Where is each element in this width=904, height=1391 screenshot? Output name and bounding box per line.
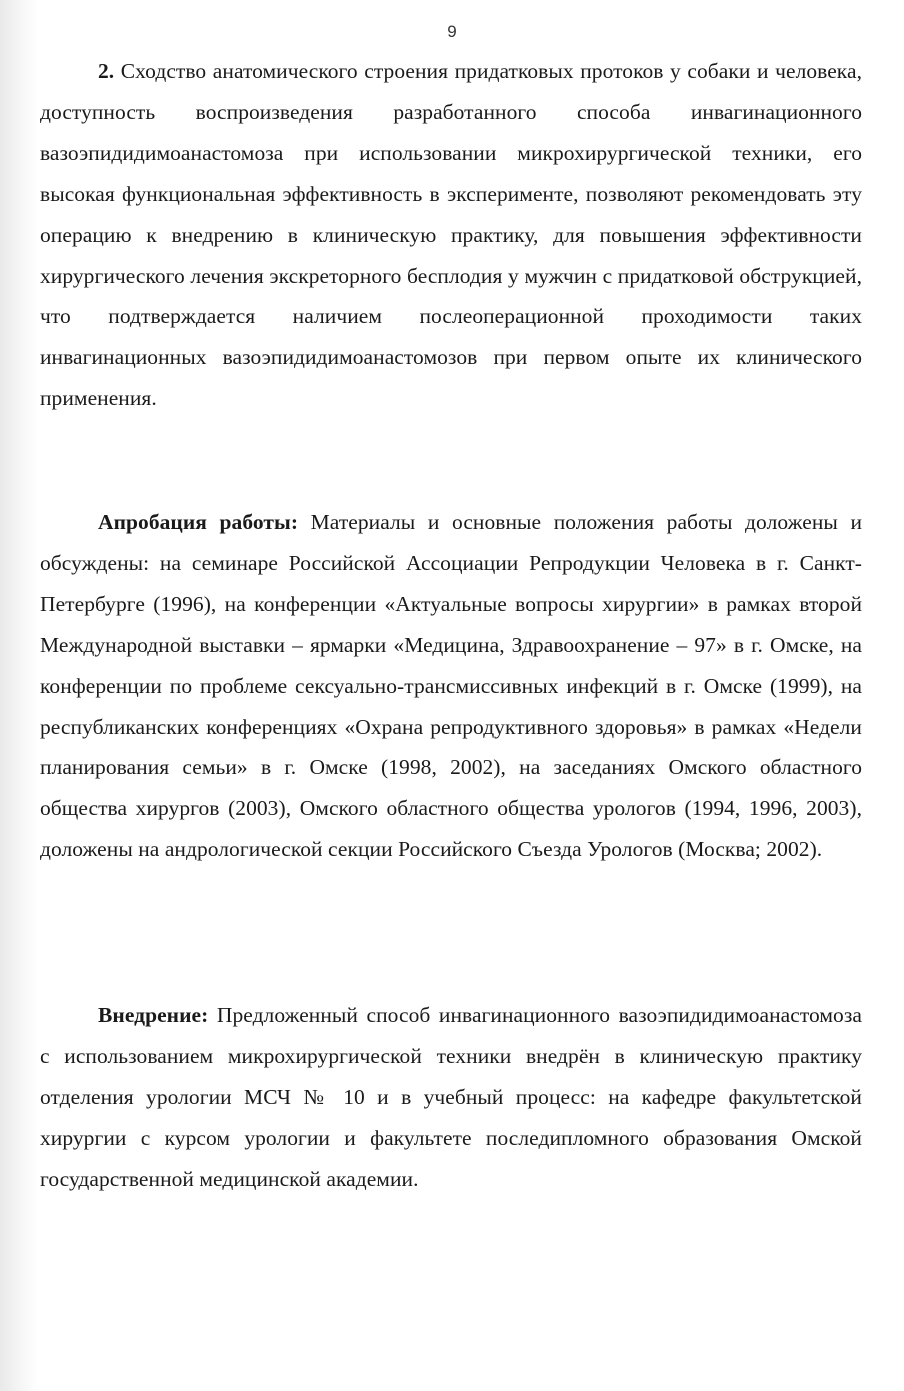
approbation-paragraph: [40, 502, 862, 870]
scan-shadow-edge: [0, 0, 38, 1391]
implementation-heading: Внедрение:: [98, 1003, 209, 1027]
implementation-paragraph: [40, 995, 862, 1200]
conclusion-number: 2.: [98, 59, 115, 83]
approbation-heading: Апробация работы:: [98, 510, 299, 534]
implementation-text: Предложенный способ инвагинационного вазоэпидидимоанастомоза с использованием микрохирургической техники внедрён в клиническую практику отделения урологии МСЧ № 10 и в учебный процесс: на кафедре факультетской хирургии с курсом урологии и факультете последипломного образования Омской государственной медицинской академии.: [40, 1003, 862, 1191]
page-number: 9: [447, 22, 457, 41]
conclusion-text: Сходство анатомического строения придатковых протоков у собаки и человека, доступность воспроизведения разработанного способа инвагинационного вазоэпидидимоанастомоза при использовании микрохирургической техники, его высокая функциональная эффективность в эксперименте, позволяют рекомендовать эту операцию к внедрению в клиническую практику, для повышения эффективности хирургического лечения экскреторного бесплодия у мужчин с придатковой обструкцией, что подтверждается наличием послеоперационной проходимости таких инвагинационных вазоэпидидимоанастомозов при первом опыте их клинического применения.: [40, 59, 862, 411]
conclusion-paragraph-2: [40, 51, 862, 419]
approbation-text: Материалы и основные положения работы доложены и обсуждены: на семинаре Российской Ассоциации Репродукции Человека в г. Санкт-Петербурге (1996), на конференции «Актуальные вопросы хирургии» в рамках второй Международной выставки – ярмарки «Медицина, Здравоохранение – 97» в г. Омске, на конференции по проблеме сексуально-трансмиссивных инфекций в г. Омске (1999), на республиканских конференциях «Охрана репродуктивного здоровья» в рамках «Недели планирования семьи» в г. Омске (1998, 2002), на заседаниях Омского областного общества хирургов (2003), Омского областного общества урологов (1994, 1996, 2003), доложены на андрологической секции Российского Съезда Урологов (Москва; 2002).: [40, 510, 863, 862]
